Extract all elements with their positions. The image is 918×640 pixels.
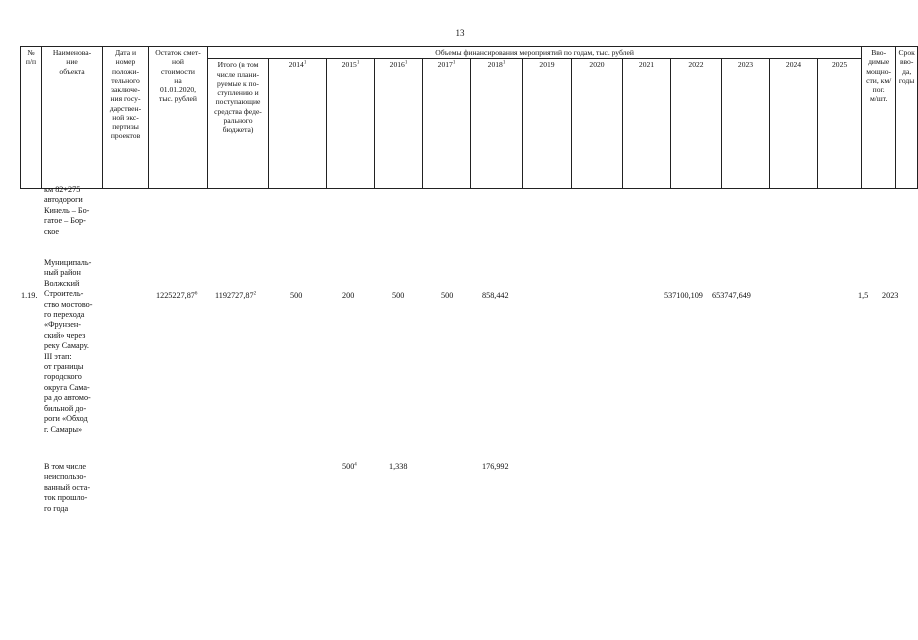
row-2015: 200 [342, 291, 355, 300]
header-total: Итого (в том числе плани- руемые к по- ступлению и поступающие средства феде- рального бюджета) [208, 59, 269, 189]
header-year: 2019 [523, 59, 572, 189]
header-financing-group: Объемы финансирования мероприятий по годам, тыс. рублей [208, 47, 862, 59]
header-year: 2016$^1$ [375, 59, 423, 189]
header-year: 2024 [770, 59, 818, 189]
header-year: 2025 [818, 59, 862, 189]
row-2016: 500 [392, 291, 405, 300]
subrow-2016: 1,338 [389, 462, 408, 471]
header-year: 2017$^1$ [423, 59, 471, 189]
row-2022: 537100,109 [664, 291, 703, 300]
subrow-2015: $500^4$ [342, 462, 357, 471]
continuation-text: км 82+275 автодороги Кинель – Бо- гатое – Бор- ское [44, 185, 90, 236]
header-year: 2015$^1$ [327, 59, 375, 189]
row-deadline: 2023 [882, 291, 899, 300]
financing-table-header [20, 46, 918, 189]
header-year: 2014$^1$ [269, 59, 327, 189]
header-year: 2020 [572, 59, 623, 189]
subrow-name: В том числе неиспользо- ванный оста- ток прошло- го года [44, 462, 91, 513]
header-year: 2018$^1$ [471, 59, 523, 189]
header-name: Наименова- ние объекта [42, 47, 103, 189]
row-2014: 500 [290, 291, 303, 300]
row-remainder: 1225227,87$^6$ [156, 291, 198, 300]
subrow-2018: 176,992 [482, 462, 509, 471]
row-number: 1.19. [21, 291, 38, 300]
row-capacity: 1,5 [858, 291, 869, 300]
page-number: 13 [455, 28, 465, 38]
header-capacity: Вво- димые мощно- сти, км/ пог. м/шт. [862, 47, 896, 189]
row-2017: 500 [441, 291, 454, 300]
header-date: Дата и номер положи- тельного заключе- ния госу- дарствен- ной экс- пертизы проектов [103, 47, 149, 189]
row-2023: 653747,649 [712, 291, 751, 300]
header-year: 2023 [722, 59, 770, 189]
row-2018: 858,442 [482, 291, 509, 300]
header-remainder: Остаток смет- ной стоимости на 01.01.2020, тыс. рублей [149, 47, 208, 189]
header-year: 2022 [671, 59, 722, 189]
header-deadline: Срок вво- да, годы [896, 47, 918, 189]
row-total: 1192727,87$^2$ [215, 291, 257, 300]
row-name: Муниципаль- ный район Волжский Строитель- ство мостово- го перехода «Фрунзен- ский» через реку Самару. III этап: от границы городского округа Сама- ра до автомо- бильной до- роги «Обход г. Самары» [44, 258, 93, 434]
header-num: № п/п [21, 47, 42, 189]
header-year: 2021 [623, 59, 671, 189]
